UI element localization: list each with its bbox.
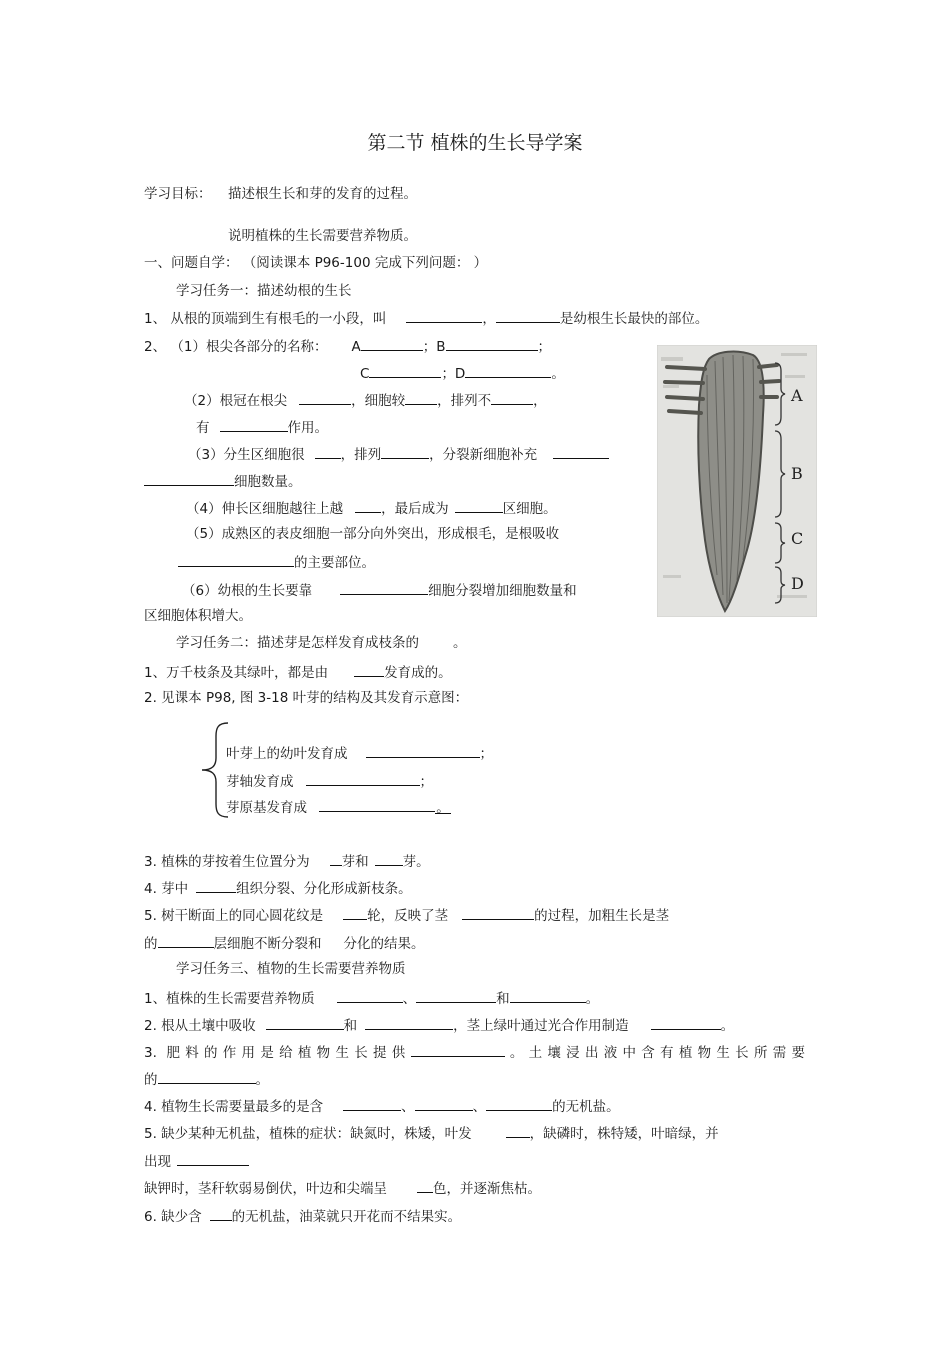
blank[interactable]: [355, 498, 381, 513]
task1-heading: 学习任务一：描述幼根的生长: [176, 283, 352, 299]
question-3-5c: 缺钾时，茎秆软弱易倒伏，叶边和尖端呈 色，并逐渐焦枯。: [144, 1178, 541, 1198]
blank-C[interactable]: [369, 363, 441, 378]
blank[interactable]: [306, 771, 420, 786]
question-1-2-6: （6）幼根的生长要靠 细胞分裂增加细胞数量和: [182, 580, 577, 600]
objective-2: 说明植株的生长需要营养物质。: [228, 228, 417, 244]
blank[interactable]: [354, 662, 384, 677]
brace-item-3: 芽原基发育成 。: [226, 797, 451, 817]
brace-item-2: 芽轴发育成 ；: [226, 771, 433, 791]
question-2-5: 5. 树干断面上的同心圆花纹是 轮，反映了茎 的过程，加粗生长是茎: [144, 905, 669, 925]
question-3-3b: 的 。: [144, 1069, 269, 1089]
blank[interactable]: [375, 851, 403, 866]
blank[interactable]: [455, 498, 503, 513]
blank[interactable]: [651, 1015, 721, 1030]
question-2-2: 2. 见课本 P98, 图 3-18 叶芽的结构及其发育示意图：: [144, 690, 469, 706]
blank[interactable]: [299, 390, 351, 405]
blank[interactable]: [177, 1151, 249, 1166]
blank[interactable]: [266, 1015, 344, 1030]
question-2-1: 1、万千枝条及其绿叶，都是由 发育成的。: [144, 662, 452, 682]
blank-B[interactable]: [446, 336, 538, 351]
question-3-5: 5. 缺少某种无机盐，植株的症状：缺氮时，株矮，叶发 ，缺磷时，株特矮，叶暗绿，并: [144, 1123, 719, 1143]
blank[interactable]: [158, 933, 214, 948]
question-1-2-3b: 细胞数量。: [144, 471, 302, 491]
blank[interactable]: [553, 444, 609, 459]
question-3-6: 6. 缺少含 的无机盐，油菜就只开花而不结果实。: [144, 1206, 461, 1226]
question-1-2-2b: 有 作用。: [196, 417, 328, 437]
question-1-2-6b: 区细胞体积增大。: [144, 608, 252, 624]
blank[interactable]: [196, 878, 236, 893]
section1-heading: 一、问题自学： （阅读课本 P96-100 完成下列问题： ）: [144, 255, 488, 271]
blank[interactable]: [220, 417, 288, 432]
blank[interactable]: [496, 308, 560, 323]
page-title: 第二节 植株的生长导学案: [367, 132, 583, 154]
question-3-3: 3. 肥料的作用是给植物生长提供 。土壤浸出液中含有植物生长所需要: [144, 1042, 805, 1062]
blank[interactable]: [158, 1069, 256, 1084]
blank[interactable]: [210, 1206, 232, 1221]
brace-item-1: 叶芽上的幼叶发育成 ；: [226, 743, 493, 763]
task2-heading: 学习任务二：描述芽是怎样发育成枝条的 。: [176, 635, 467, 651]
blank[interactable]: [319, 797, 435, 812]
blank[interactable]: [337, 988, 403, 1003]
question-1-2-cd: C ；D 。: [360, 363, 565, 383]
blank[interactable]: [510, 988, 586, 1003]
blank[interactable]: [417, 1178, 433, 1193]
question-1-1: 1、 从根的顶端到生有根毛的一小段，叫 ， 是幼根生长最快的部位。: [144, 308, 708, 328]
root-tip-figure: [657, 345, 817, 617]
blank[interactable]: [178, 552, 294, 567]
blank[interactable]: [486, 1096, 552, 1111]
question-1-2-2: （2）根冠在根尖 ，细胞较 ，排列不 ，: [184, 390, 547, 410]
question-3-4: 4. 植物生长需要量最多的是含 、 、 的无机盐。: [144, 1096, 620, 1116]
blank[interactable]: [416, 988, 496, 1003]
blank[interactable]: [144, 471, 234, 486]
blank-D[interactable]: [465, 363, 551, 378]
question-1-2-5: （5）成熟区的表皮细胞一部分向外突出，形成根毛，是根吸收: [186, 526, 560, 542]
figure-label-c: C: [791, 529, 804, 548]
blank[interactable]: [405, 390, 437, 405]
figure-label-d: D: [791, 574, 804, 593]
question-1-2-4: （4）伸长区细胞越往上越 ，最后成为 区细胞。: [186, 498, 557, 518]
objective-1: 描述根生长和芽的发育的过程。: [228, 186, 417, 202]
blank[interactable]: [343, 1096, 401, 1111]
question-3-2: 2. 根从土壤中吸收 和 ，茎上绿叶通过光合作用制造 。: [144, 1015, 734, 1035]
blank[interactable]: [411, 1042, 505, 1057]
blank[interactable]: [415, 1096, 473, 1111]
blank[interactable]: [506, 1123, 530, 1138]
question-2-3: 3. 植株的芽按着生位置分为 芽和 芽。: [144, 851, 430, 871]
question-1-2-5b: 的主要部位。: [178, 552, 375, 572]
blank-end: 。: [436, 800, 450, 816]
blank[interactable]: [343, 905, 367, 920]
question-2-5b: 的 层细胞不断分裂和 分化的结果。: [144, 933, 425, 953]
objectives-label: 学习目标：: [144, 186, 212, 202]
blank[interactable]: [340, 580, 428, 595]
blank[interactable]: [366, 743, 480, 758]
blank[interactable]: [315, 444, 341, 459]
figure-label-a: A: [791, 386, 803, 405]
blank[interactable]: [381, 444, 429, 459]
blank[interactable]: [330, 851, 342, 866]
blank[interactable]: [365, 1015, 453, 1030]
blank[interactable]: [491, 390, 533, 405]
question-3-5b: 出现: [144, 1151, 249, 1171]
blank-A[interactable]: [361, 336, 423, 351]
question-1-2: 2、 （1）根尖各部分的名称： A ；B ；: [144, 336, 551, 356]
figure-label-b: B: [791, 464, 803, 483]
blank[interactable]: [462, 905, 534, 920]
question-1-2-3: （3）分生区细胞很 ，排列 ，分裂新细胞补充: [188, 444, 609, 464]
question-3-1: 1、植株的生长需要营养物质 、 和 。: [144, 988, 599, 1008]
question-2-4: 4. 芽中 组织分裂、分化形成新枝条。: [144, 878, 412, 898]
task3-heading: 学习任务三、植物的生长需要营养物质: [176, 961, 406, 977]
blank[interactable]: [406, 308, 482, 323]
